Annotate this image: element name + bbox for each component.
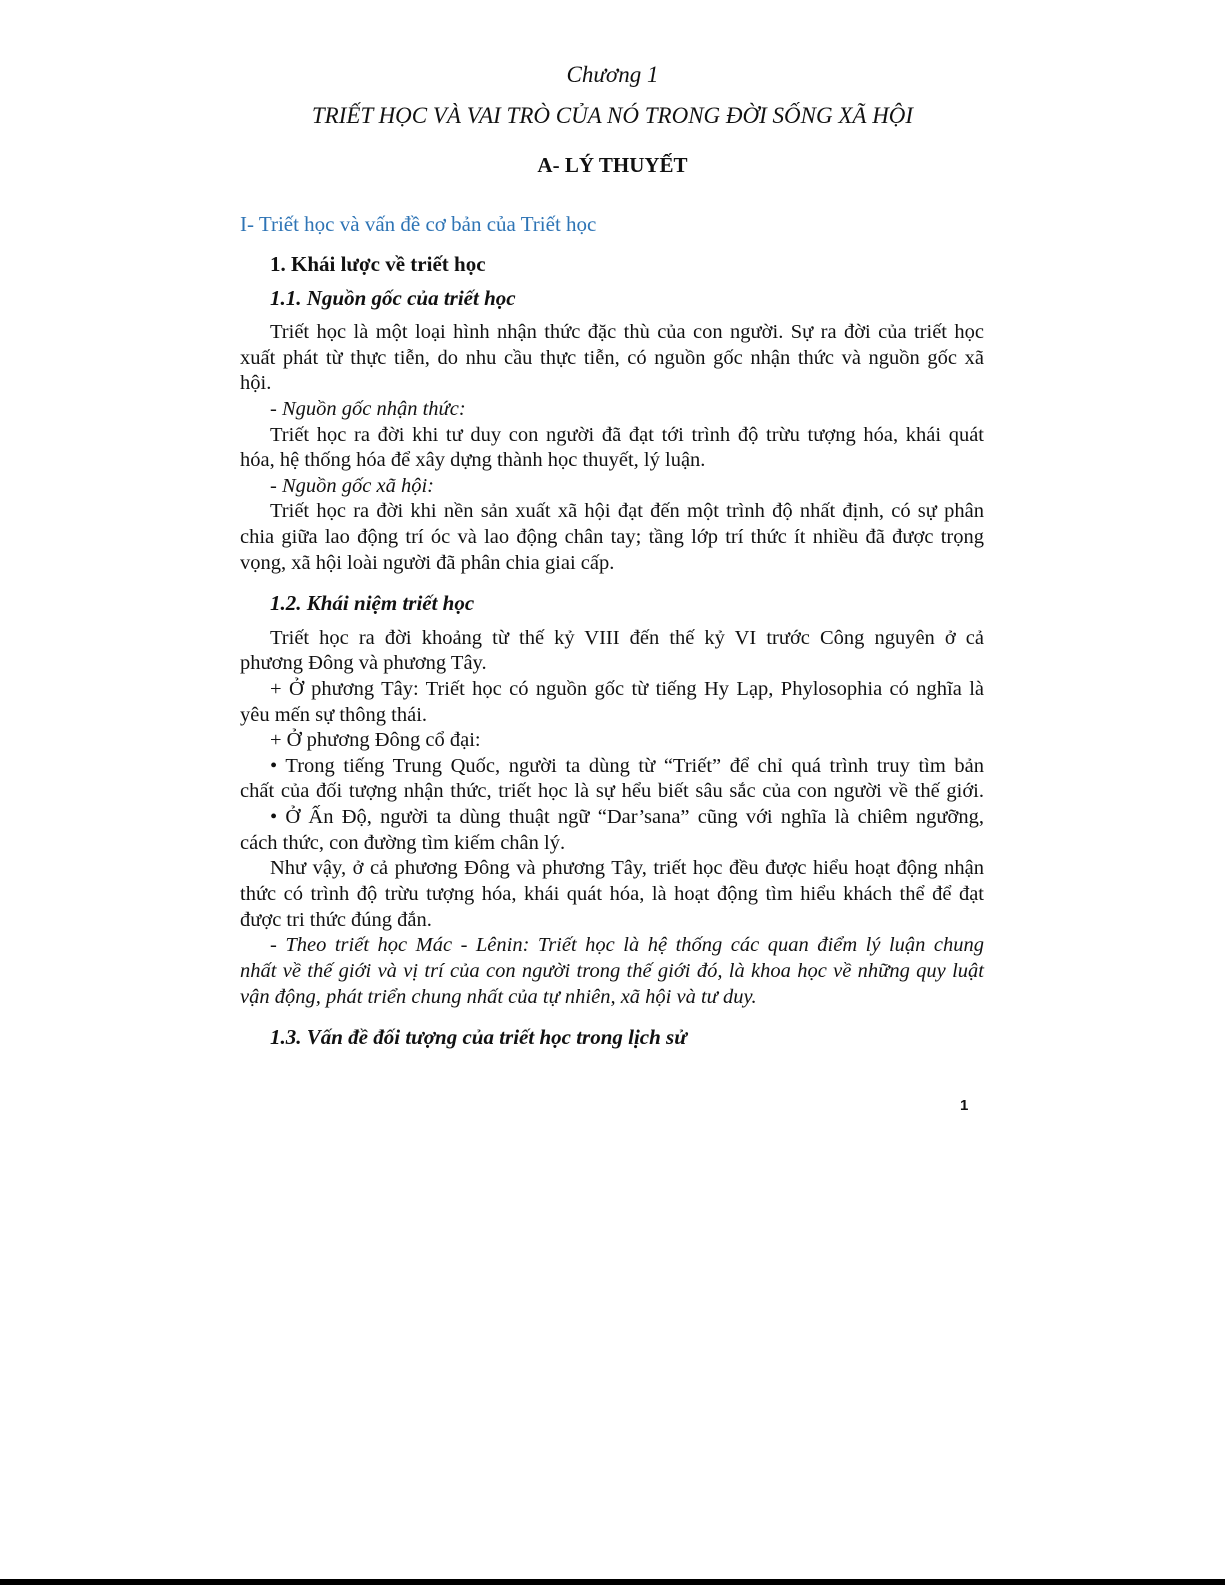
paragraph-line: Triết học là một loại hình nhận thức đặc thù của con người. Sự ra đời của triết học [270, 321, 984, 343]
definition-line: - Theo triết học Mác - Lênin: Triết học là hệ thống các quan điểm lý luận chung [270, 934, 984, 956]
paragraph-line: vọng, xã hội loài người đã phân chia giai cấp. [240, 552, 615, 574]
paragraph-line: hóa, hệ thống hóa để xây dựng thành học thuyết, lý luận. [240, 449, 706, 471]
page-number: 1 [960, 1097, 969, 1114]
paragraph-line: yêu mến sự thông thái. [240, 704, 428, 726]
bullet-line: • Ở Ấn Độ, người ta dùng thuật ngữ “Dar’sana” cũng với nghĩa là chiêm ngưỡng, [270, 806, 984, 828]
paragraph-line: hội. [240, 372, 272, 394]
chapter-number: Chương 1 [566, 62, 659, 87]
paragraph-line: Như vậy, ở cả phương Đông và phương Tây, triết học đều được hiểu hoạt động nhận [270, 857, 984, 879]
chapter-title: TRIẾT HỌC VÀ VAI TRÒ CỦA NÓ TRONG ĐỜI SỐNG XÃ HỘI [311, 103, 914, 128]
heading-1-3: 1.3. Vấn đề đối tượng của triết học trong lịch sử [270, 1025, 687, 1049]
heading-1-2: 1.2. Khái niệm triết học [270, 591, 475, 615]
paragraph-line: thức có trình độ trừu tượng hóa, khái quát hóa, là hoạt động tìm hiểu khách thể để đạt [240, 883, 984, 905]
part-title: A- LÝ THUYẾT [537, 153, 688, 177]
bottom-border [0, 1579, 1225, 1585]
paragraph-line: phương Đông và phương Tây. [240, 652, 487, 674]
label-nguon-goc-nhan-thuc: - Nguồn gốc nhận thức: [270, 398, 466, 420]
paragraph-line: xuất phát từ thực tiễn, do nhu cầu thực tiễn, có nguồn gốc nhận thức và nguồn gốc xã [240, 347, 984, 369]
paragraph-line: + Ở phương Đông cổ đại: [270, 729, 481, 751]
paragraph-line: chất của đối tượng nhận thức, triết học là sự hểu biết sâu sắc của con người về thế giới. [240, 780, 984, 802]
paragraph-line: Triết học ra đời khi nền sản xuất xã hội đạt đến một trình độ nhất định, có sự phân [270, 500, 984, 522]
paragraph-line: cách thức, con đường tìm kiếm chân lý. [240, 832, 566, 854]
label-nguon-goc-xa-hoi: - Nguồn gốc xã hội: [270, 475, 434, 497]
section-heading: I- Triết học và vấn đề cơ bản của Triết học [240, 212, 597, 236]
definition-line: nhất về thế giới và vị trí của con người trong thế giới đó, là khoa học về những quy luật [240, 960, 984, 982]
paragraph-line: Triết học ra đời khoảng từ thế kỷ VIII đến thế kỷ VI trước Công nguyên ở cả [270, 627, 984, 649]
paragraph-line: + Ở phương Tây: Triết học có nguồn gốc từ tiếng Hy Lạp, Phylosophia có nghĩa là [270, 678, 984, 700]
paragraph-line: Triết học ra đời khi tư duy con người đã đạt tới trình độ trừu tượng hóa, khái quát [270, 424, 984, 446]
heading-1-1: 1.1. Nguồn gốc của triết học [270, 286, 516, 310]
paragraph-line: được tri thức đúng đắn. [240, 909, 432, 931]
paragraph-line: chia giữa lao động trí óc và lao động chân tay; tầng lớp trí thức ít nhiều đã được trọng [240, 526, 984, 548]
bullet-line: • Trong tiếng Trung Quốc, người ta dùng từ “Triết” để chỉ quá trình truy tìm bản [270, 755, 984, 777]
heading-1: 1. Khái lược về triết học [270, 252, 486, 276]
definition-line: vận động, phát triển chung nhất của tự nhiên, xã hội và tư duy. [240, 986, 757, 1008]
